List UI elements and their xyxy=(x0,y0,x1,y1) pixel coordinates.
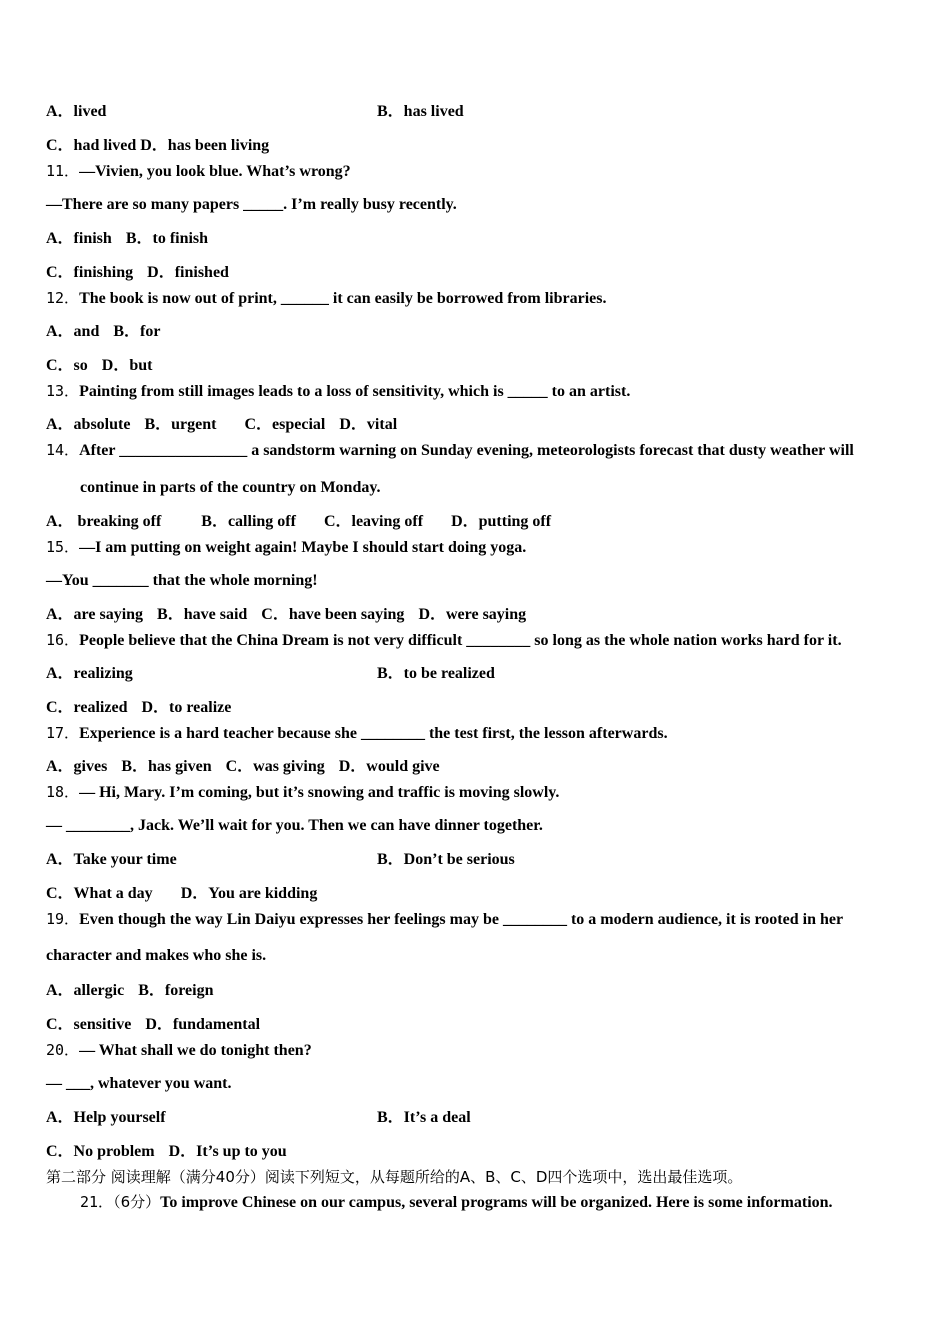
q12-option-c: C．so xyxy=(46,357,88,374)
q10-option-b: B．has lived xyxy=(377,103,464,120)
q14-option-b: B．calling off xyxy=(201,513,296,530)
q10-option-a: A．lived xyxy=(46,103,107,120)
q15-line2: —You _______ that the whole morning! xyxy=(46,572,318,589)
q16-option-c: C．realized xyxy=(46,699,128,716)
q20-option-b: B．It’s a deal xyxy=(377,1109,471,1126)
q15-stem xyxy=(46,537,526,558)
q17-options xyxy=(46,757,440,777)
q16-text: People believe that the China Dream is not very difficult ________ so long as the whole nation works hard for it. xyxy=(79,632,842,649)
q12-options-ab xyxy=(46,322,160,342)
q15-option-d: D．were saying xyxy=(418,606,527,623)
q10-option-c: C．had lived xyxy=(46,137,137,154)
q19-option-d: D．fundamental xyxy=(145,1016,261,1033)
q11-options-ab xyxy=(46,229,208,249)
q20-option-d: D．It’s up to you xyxy=(168,1143,287,1160)
q17-option-d: D．would give xyxy=(338,758,440,775)
q17-option-b: B．has given xyxy=(121,758,212,775)
q12-option-b: B．for xyxy=(113,323,161,340)
q20-text: — What shall we do tonight then? xyxy=(79,1042,312,1059)
q18-line2: — ________, Jack. We’ll wait for you. Then we can have dinner together. xyxy=(46,817,543,834)
q13-option-d: D．vital xyxy=(339,416,398,433)
q14-option-c: C．leaving off xyxy=(323,513,424,530)
q19-option-a: A．allergic xyxy=(46,982,125,999)
q11-number: 11． xyxy=(46,162,80,180)
q11-option-b: B．to finish xyxy=(125,230,209,247)
q11-option-d: D．finished xyxy=(147,264,229,281)
q12-text: The book is now out of print, ______ it can easily be borrowed from libraries. xyxy=(79,290,607,307)
q10-options-cd xyxy=(46,136,269,156)
q19-stem xyxy=(46,909,843,930)
q10-option-d: D．has been living xyxy=(140,137,270,154)
q13-number: 13． xyxy=(46,382,80,400)
q14-number: 14． xyxy=(46,441,80,459)
q16-option-d: D．to realize xyxy=(141,699,232,716)
q15-number: 15． xyxy=(46,538,80,556)
q19-line2: character and makes who she is. xyxy=(46,947,267,964)
q19-options-cd xyxy=(46,1015,260,1035)
q21-number: 21． xyxy=(80,1193,114,1211)
q18-option-d: D．You are kidding xyxy=(180,885,318,902)
q12-option-d: D．but xyxy=(101,357,153,374)
q17-option-a: A．gives xyxy=(46,758,108,775)
q18-stem xyxy=(46,782,559,803)
q11-line2: —There are so many papers _____. I’m really busy recently. xyxy=(46,196,457,213)
q19-option-c: C．sensitive xyxy=(46,1016,132,1033)
q18-number: 18． xyxy=(46,783,80,801)
q13-option-b: B．urgent xyxy=(144,416,217,433)
q12-option-a: A．and xyxy=(46,323,100,340)
part2-heading: 第二部分 阅读理解（满分40分）阅读下列短文，从每题所给的A、B、C、D四个选项中，选出最佳选项。 xyxy=(46,1168,743,1186)
q18-option-a: A．Take your time xyxy=(46,851,177,868)
q15-option-c: C．have been saying xyxy=(261,606,405,623)
q20-option-a: A．Help yourself xyxy=(46,1109,166,1126)
q17-option-c: C．was giving xyxy=(225,758,325,775)
q17-stem xyxy=(46,723,668,744)
q12-stem xyxy=(46,288,606,309)
q15-options xyxy=(46,605,526,625)
q12-number: 12． xyxy=(46,289,80,307)
q19-number: 19． xyxy=(46,910,80,928)
q20-line2: — ___, whatever you want. xyxy=(46,1075,232,1092)
q21-stem xyxy=(80,1192,833,1213)
q18-options-cd xyxy=(46,884,317,904)
q14-option-d: D．putting off xyxy=(451,513,552,530)
q19-option-b: B．foreign xyxy=(138,982,214,999)
q12-options-cd xyxy=(46,356,152,376)
q15-text: —I am putting on weight again! Maybe I should start doing yoga. xyxy=(79,539,527,556)
q11-option-a: A．finish xyxy=(46,230,112,247)
q16-number: 16． xyxy=(46,631,80,649)
q17-number: 17． xyxy=(46,724,80,742)
q18-option-c: C．What a day xyxy=(46,885,153,902)
q21-points: （6分） xyxy=(113,1193,161,1211)
q15-option-b: B．have said xyxy=(157,606,248,623)
q13-option-a: A．absolute xyxy=(46,416,131,433)
q13-stem xyxy=(46,381,630,402)
q20-stem xyxy=(46,1040,312,1061)
q11-options-cd xyxy=(46,263,229,283)
q20-options-cd xyxy=(46,1142,287,1162)
q14-text: After ________________ a sandstorm warning on Sunday evening, meteorologists forecast that dusty weather will xyxy=(79,442,854,459)
q20-number: 20． xyxy=(46,1041,80,1059)
q14-options xyxy=(46,512,551,532)
q19-options-ab xyxy=(46,981,213,1001)
q16-option-a: A．realizing xyxy=(46,665,133,682)
q13-text: Painting from still images leads to a loss of sensitivity, which is _____ to an artist. xyxy=(79,383,631,400)
q18-option-b: B．Don’t be serious xyxy=(377,851,515,868)
q20-option-c: C．No problem xyxy=(46,1143,155,1160)
q16-stem xyxy=(46,630,842,651)
q18-text: — Hi, Mary. I’m coming, but it’s snowing and traffic is moving slowly. xyxy=(79,784,560,801)
q14-stem xyxy=(46,440,854,461)
q11-stem xyxy=(46,161,351,182)
q16-option-b: B．to be realized xyxy=(377,665,495,682)
q11-text: —Vivien, you look blue. What’s wrong? xyxy=(79,163,351,180)
q16-options-cd xyxy=(46,698,231,718)
q15-option-a: A．are saying xyxy=(46,606,144,623)
q11-option-c: C．finishing xyxy=(46,264,134,281)
q14-option-a: A． breaking off xyxy=(46,513,162,530)
q19-text: Even though the way Lin Daiyu expresses her feelings may be ________ to a modern audience, it is rooted in her xyxy=(79,911,844,928)
q13-option-c: C．especial xyxy=(244,416,326,433)
q17-text: Experience is a hard teacher because she ________ the test first, the lesson afterwards. xyxy=(79,725,668,742)
q14-line2: continue in parts of the country on Monday. xyxy=(80,479,381,496)
q21-text: To improve Chinese on our campus, several programs will be organized. Here is some information. xyxy=(160,1194,833,1211)
q13-options xyxy=(46,415,397,435)
